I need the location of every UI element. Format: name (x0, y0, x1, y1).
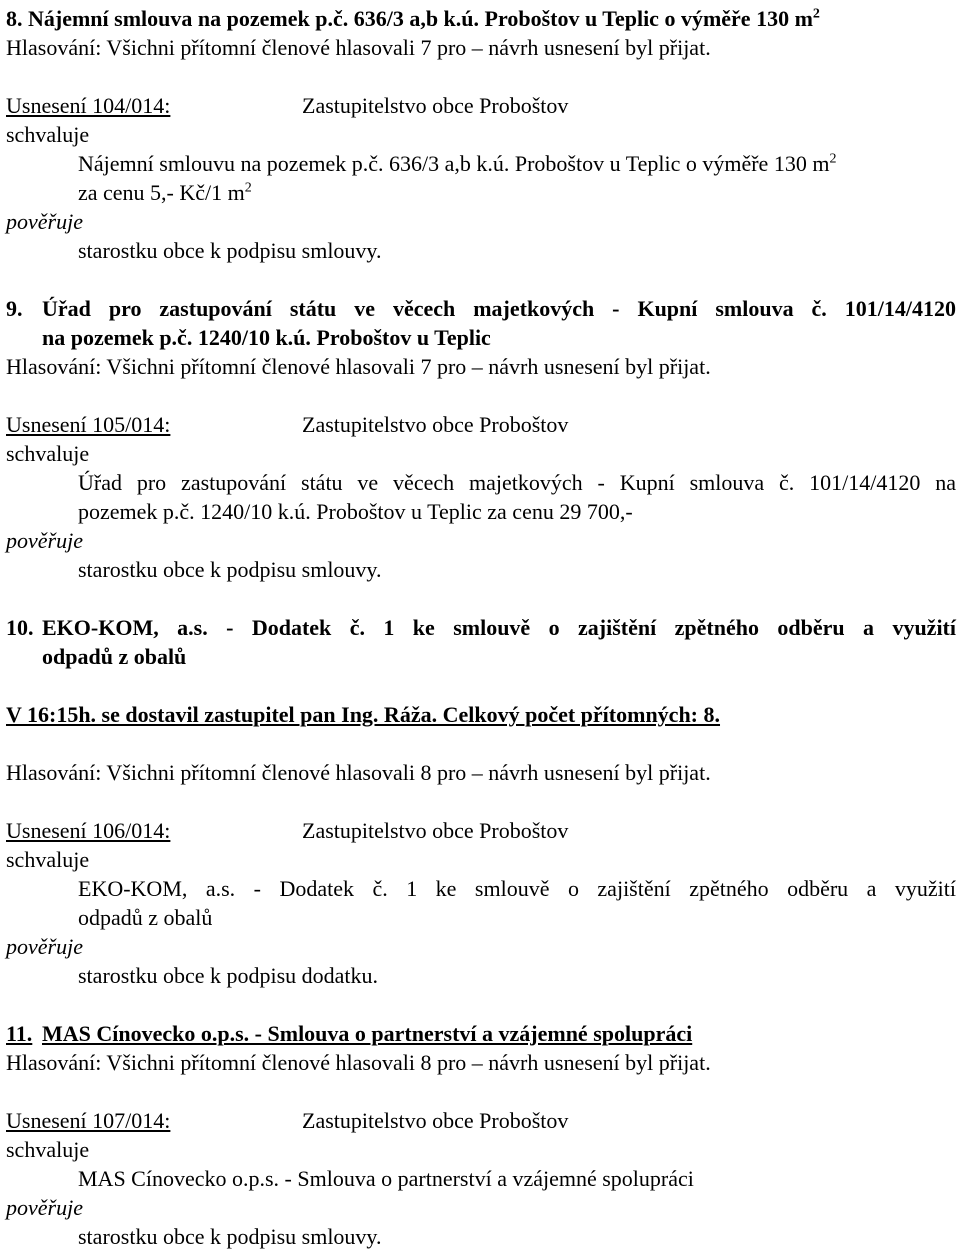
resolution-body: Zastupitelstvo obce Proboštov (302, 93, 569, 118)
authorization-text: starostku obce k podpisu smlouvy. (78, 557, 382, 582)
authorizes-label: pověřuje (6, 209, 83, 234)
section-number: 9. (6, 296, 23, 321)
section-8 (6, 4, 956, 265)
vote-result: Hlasování: Všichni přítomní členové hlasovali 7 pro – návrh usnesení byl přijat. (6, 354, 711, 379)
heading-line: na pozemek p.č. 1240/10 k.ú. Proboštov u Teplic (42, 325, 491, 350)
approves-label: schvaluje (6, 122, 90, 147)
authorizes-label: pověřuje (6, 934, 83, 959)
resolution-line: Úřad pro zastupování státu ve věcech majetkových - Kupní smlouva č. 101/14/4120 na (78, 470, 956, 495)
vote-result: Hlasování: Všichni přítomní členové hlasovali 8 pro – návrh usnesení byl přijat. (6, 760, 711, 785)
section-11-heading (6, 1019, 956, 1048)
resolution-text (6, 149, 956, 178)
resolution-body: Zastupitelstvo obce Proboštov (302, 818, 569, 843)
resolution-number: Usnesení 104/014: (6, 93, 171, 118)
authorizes-label: pověřuje (6, 528, 83, 553)
resolution-line: za cenu 5,- Kč/1 m (78, 180, 245, 205)
section-9 (6, 294, 956, 584)
resolution-header (6, 91, 956, 120)
resolution-header (6, 410, 956, 439)
authorization-text: starostku obce k podpisu smlouvy. (78, 1224, 382, 1249)
resolution-line: pozemek p.č. 1240/10 k.ú. Proboštov u Teplic za cenu 29 700,- (78, 499, 633, 524)
document-page (6, 4, 956, 1251)
resolution-body: Zastupitelstvo obce Proboštov (302, 1108, 569, 1133)
section-10 (6, 613, 956, 990)
heading-line: odpadů z obalů (42, 644, 187, 669)
resolution-line: odpadů z obalů (78, 905, 213, 930)
superscript: 2 (829, 151, 837, 167)
approves-label: schvaluje (6, 847, 90, 872)
section-number: 11. (6, 1021, 33, 1046)
section-9-heading (6, 294, 956, 352)
section-10-heading (6, 613, 956, 671)
vote-result: Hlasování: Všichni přítomní členové hlasovali 8 pro – návrh usnesení byl přijat. (6, 1050, 711, 1075)
resolution-number: Usnesení 105/014: (6, 412, 171, 437)
vote-result: Hlasování: Všichni přítomní členové hlasovali 7 pro – návrh usnesení byl přijat. (6, 35, 711, 60)
resolution-number: Usnesení 106/014: (6, 818, 171, 843)
authorizes-label: pověřuje (6, 1195, 83, 1220)
resolution-line: EKO-KOM, a.s. - Dodatek č. 1 ke smlouvě o zajištění zpětného odběru a využití (78, 876, 956, 901)
authorization-text: starostku obce k podpisu smlouvy. (78, 238, 382, 263)
section-number: 10. (6, 615, 34, 640)
section-8-heading (6, 4, 956, 33)
heading-text: 8. Nájemní smlouva na pozemek p.č. 636/3 a,b k.ú. Proboštov u Teplic o výměře 130 m (6, 6, 813, 31)
resolution-line: MAS Cínovecko o.p.s. - Smlouva o partnerství a vzájemné spolupráci (78, 1166, 694, 1191)
resolution-line: Nájemní smlouvu na pozemek p.č. 636/3 a,b k.ú. Proboštov u Teplic o výměře 130 m (78, 151, 830, 176)
superscript: 2 (812, 6, 820, 22)
resolution-header (6, 1106, 956, 1135)
superscript: 2 (244, 180, 252, 196)
resolution-header (6, 816, 956, 845)
resolution-text (6, 178, 956, 207)
resolution-number: Usnesení 107/014: (6, 1108, 171, 1133)
approves-label: schvaluje (6, 441, 90, 466)
attendance-notice: V 16:15h. se dostavil zastupitel pan Ing. Ráža. Celkový počet přítomných: 8. (6, 702, 721, 727)
approves-label: schvaluje (6, 1137, 90, 1162)
resolution-body: Zastupitelstvo obce Proboštov (302, 412, 569, 437)
section-11 (6, 1019, 956, 1251)
heading-line: Úřad pro zastupování státu ve věcech majetkových - Kupní smlouva č. 101/14/4120 (42, 296, 956, 321)
heading-line: MAS Cínovecko o.p.s. - Smlouva o partnerství a vzájemné spolupráci (42, 1021, 693, 1046)
authorization-text: starostku obce k podpisu dodatku. (78, 963, 379, 988)
heading-line: EKO-KOM, a.s. - Dodatek č. 1 ke smlouvě o zajištění zpětného odběru a využití (42, 615, 956, 640)
